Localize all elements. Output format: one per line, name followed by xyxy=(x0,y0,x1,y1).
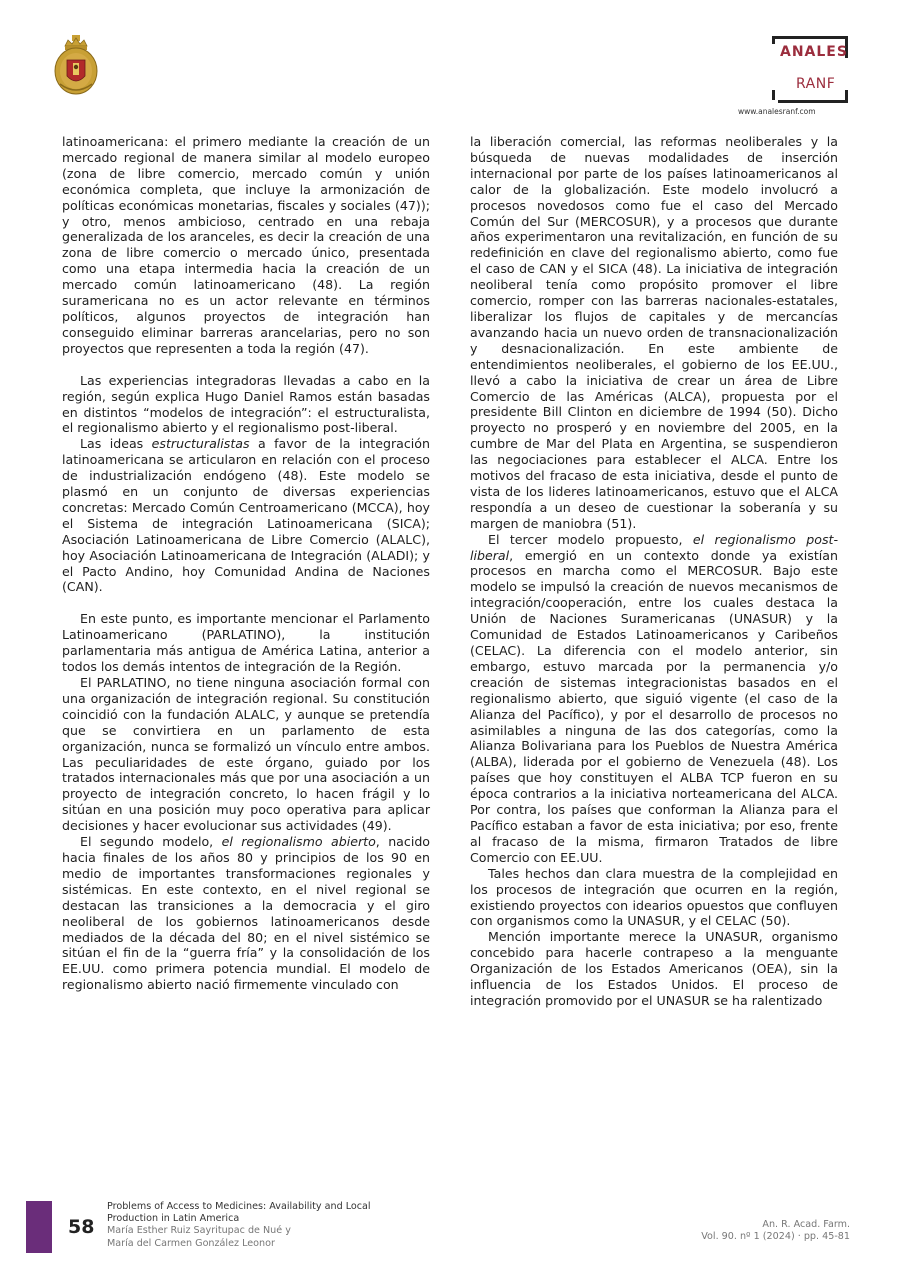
left-column xyxy=(62,134,430,993)
page-number: 58 xyxy=(68,1216,95,1238)
body-paragraph xyxy=(62,611,430,675)
right-column xyxy=(470,134,838,1009)
footer-article-info xyxy=(107,1201,371,1250)
italic-text: estructuralistas xyxy=(151,436,250,452)
paragraph-text: Mención importante merece la UNASUR, organismo concebido para hacerle contrapeso a la menguante Organización de los Estados Americanos (OEA), sin la influencia de los Estados Unidos. El proceso de integración promovido por el UNASUR se ha ralentizado xyxy=(470,929,838,1008)
body-paragraph xyxy=(470,866,838,930)
body-paragraph xyxy=(62,834,430,993)
paragraph-text: El PARLATINO, no tiene ninguna asociación formal con una organización de integración regional. Su constitución coincidió con la fundación ALALC, y aunque se pretendía que se convirtiera en un parlamento de esta organización, nunca se formalizó un vínculo entre ambos. Las peculiaridades de este órgano, guiado por los tratados internacionales más que por una asociación a un proyecto de integración concreto, lo hacen frágil y lo sitúan en una posición muy poco operativa para aplicar decisiones y hacer evolucionar sus actividades (49). xyxy=(62,675,430,834)
academy-seal-icon xyxy=(52,34,100,96)
paragraph-text: a favor de la integración latinoamericana se articularon en relación con el proceso de industrialización endógeno (48). Este modelo se plasmó en un conjunto de diversas experiencias concretas: Mercado Común Centroamericano (MCCA), hoy el Sistema de integración Latinoamericana (SICA); Asociación Latinoamericana de Libre Comercio (ALALC), hoy Asociación Latinoamericana de Integración (ALADI); y el Pacto Andino, hoy Comunidad Andina de Naciones (CAN). xyxy=(62,436,430,595)
paragraph-text: latinoamericana: el primero mediante la creación de un mercado regional de manera similar al modelo europeo (zona de libre comercio, mercado común y unión económica completa, que incluye la armonización de políticas económicas monetarias, fiscales y sociales (47)); y otro, menos ambicioso, centrado en una rebaja generalizada de los aranceles, es decir la creación de una zona de libre comercio o mercado único, presentada como una etapa intermedia hacia la creación de un mercado común latinoamericano (48). La región suramericana no es un actor relevante en términos políticos, algunos proyectos de integración han conseguido eliminar barreras arancelarias, pero no son proyectos que representen a toda la región (47). xyxy=(62,134,430,356)
paragraph-text: Tales hechos dan clara muestra de la complejidad en los procesos de integración que ocurren en la región, existiendo proyectos con idearios opuestos que confluyen con organismos como la UNASUR, y el CELAC (50). xyxy=(470,865,838,929)
paragraph-gap xyxy=(62,595,430,611)
paragraph-text: Las ideas xyxy=(80,436,152,452)
body-paragraph xyxy=(62,675,430,834)
paragraph-text: la liberación comercial, las reformas neoliberales y la búsqueda de nuevas modalidades de inserción internacional por parte de los países latinoamericanos al calor de la globalización. Este modelo involucró a procesos novedosos como fue el caso del Mercado Común del Sur (MERCOSUR), y a procesos que durante años experimentaron una revitalización, en función de su redefinición en clave del regionalismo abierto, como fue el caso de CAN y el SICA (48). La iniciativa de integración neoliberal tenía como propósito promover el libre comercio, romper con las barreras nacionales-estatales, liberalizar los flujos de capitales y de mercancías avanzando hacia un nuevo orden de transnacionalización y desnacionalización. En este ambiente de entendimientos neoliberales, el gobierno de los EE.UU., llevó a cabo la iniciativa de crear un área de Libre Comercio de las Américas (ALCA), propuesta por el presidente Bill Clinton en diciembre de 1994 (50). Dicho proyecto no prosperó y en noviembre del 2005, en la cumbre de Mar del Plata en Argentina, se suspendieron las negociaciones para establecer el ALCA. Entre los motivos del fracaso de esta iniciativa, desde el punto de vista de los lideres latinoamericanos, estuvo que el ALCA respondía a un deseo de cuestionar la soberanía y su margen de maniobra (51). xyxy=(470,134,838,531)
paragraph-text: Las experiencias integradoras llevadas a cabo en la región, según explica Hugo Daniel Ramos están basadas en distintos “modelos de integración”: el estructuralista, el regionalismo abierto y el regionalismo post-liberal. xyxy=(62,372,430,436)
journal-name: An. R. Acad. Farm. xyxy=(762,1219,850,1230)
body-paragraph xyxy=(470,929,838,1009)
logo-title: ANALES xyxy=(780,44,848,60)
italic-text: el regionalismo post-liberal xyxy=(470,531,839,563)
body-paragraph xyxy=(62,134,430,357)
logo-subtitle: RANF xyxy=(796,76,836,92)
paragraph-text: En este punto, es importante mencionar el Parlamento Latinoamericano (PARLATINO), la institución parlamentaria más antigua de América Latina, anterior a todos los demás intentos de integración de la Región. xyxy=(62,611,430,675)
authors-line-1: María Esther Ruiz Sayritupac de Nué y xyxy=(107,1225,291,1237)
paragraph-text: El tercer modelo propuesto, xyxy=(488,531,693,547)
paragraph-text: El segundo modelo, xyxy=(80,834,222,850)
article-title-line-1: Problems of Access to Medicines: Availability and Local xyxy=(107,1201,371,1212)
footer-color-bar xyxy=(26,1201,52,1253)
body-paragraph xyxy=(62,373,430,437)
body-paragraph xyxy=(62,436,430,595)
paragraph-text: , nacido hacia finales de los años 80 y principios de los 90 en medio de importantes transformaciones regionales y sistémicas. En este contexto, en el nivel regional se destacan las transiciones a la democracia y el giro neoliberal de los gobiernos latinoamericanos desde mediados de la década del 80; en el nivel sistémico se sitúan el fin de la “guerra fría” y la consolidación de los EE.UU. como primera potencia mundial. El modelo de regionalismo abierto nació firmemente vinculado con xyxy=(62,834,431,993)
paragraph-gap xyxy=(62,357,430,373)
body-paragraph xyxy=(470,532,838,866)
article-title-line-2: Production in Latin America xyxy=(107,1213,240,1225)
paragraph-text: , emergió en un contexto donde ya existían procesos en marcha como el MERCOSUR. Bajo este modelo se impulsó la creación de nuevos mecanismos de integración/cooperación, entre los cuales destaca la Unión de Naciones Suramericanas (UNASUR) y la Comunidad de Estados Latinoamericanos y Caribeños (CELAC). La diferencia con el modelo anterior, sin embargo, estuvo marcada por la permanencia y/o creación de sistemas integracionistas basados en el regionalismo abierto, que siguió vigente (el caso de la Alianza del Pacífico), y por el desarrollo de procesos no asimilables a ninguna de las dos categorías, como la Alianza Bolivariana para los Pueblos de Nuestra América (ALBA), liderada por el gobierno de Venezuela (48). Los países que hoy constituyen el ALBA TCP fueron en su época contrarios a la iniciativa norteamericana del ALCA. Por contra, los países que conforman la Alianza para el Pacífico estaban a favor de esta iniciativa; por eso, frente al fracaso de la misma, firmaron Tratados de libre Comercio con EE.UU. xyxy=(470,547,838,865)
journal-volume: Vol. 90. nº 1 (2024) · pp. 45-81 xyxy=(701,1231,850,1243)
italic-text: el regionalismo abierto xyxy=(221,834,376,850)
anales-ranf-logo xyxy=(738,36,858,118)
footer-journal-info xyxy=(701,1219,850,1243)
journal-url: www.analesranf.com xyxy=(738,107,816,116)
body-paragraph xyxy=(470,134,838,532)
authors-line-2: María del Carmen González Leonor xyxy=(107,1237,275,1249)
